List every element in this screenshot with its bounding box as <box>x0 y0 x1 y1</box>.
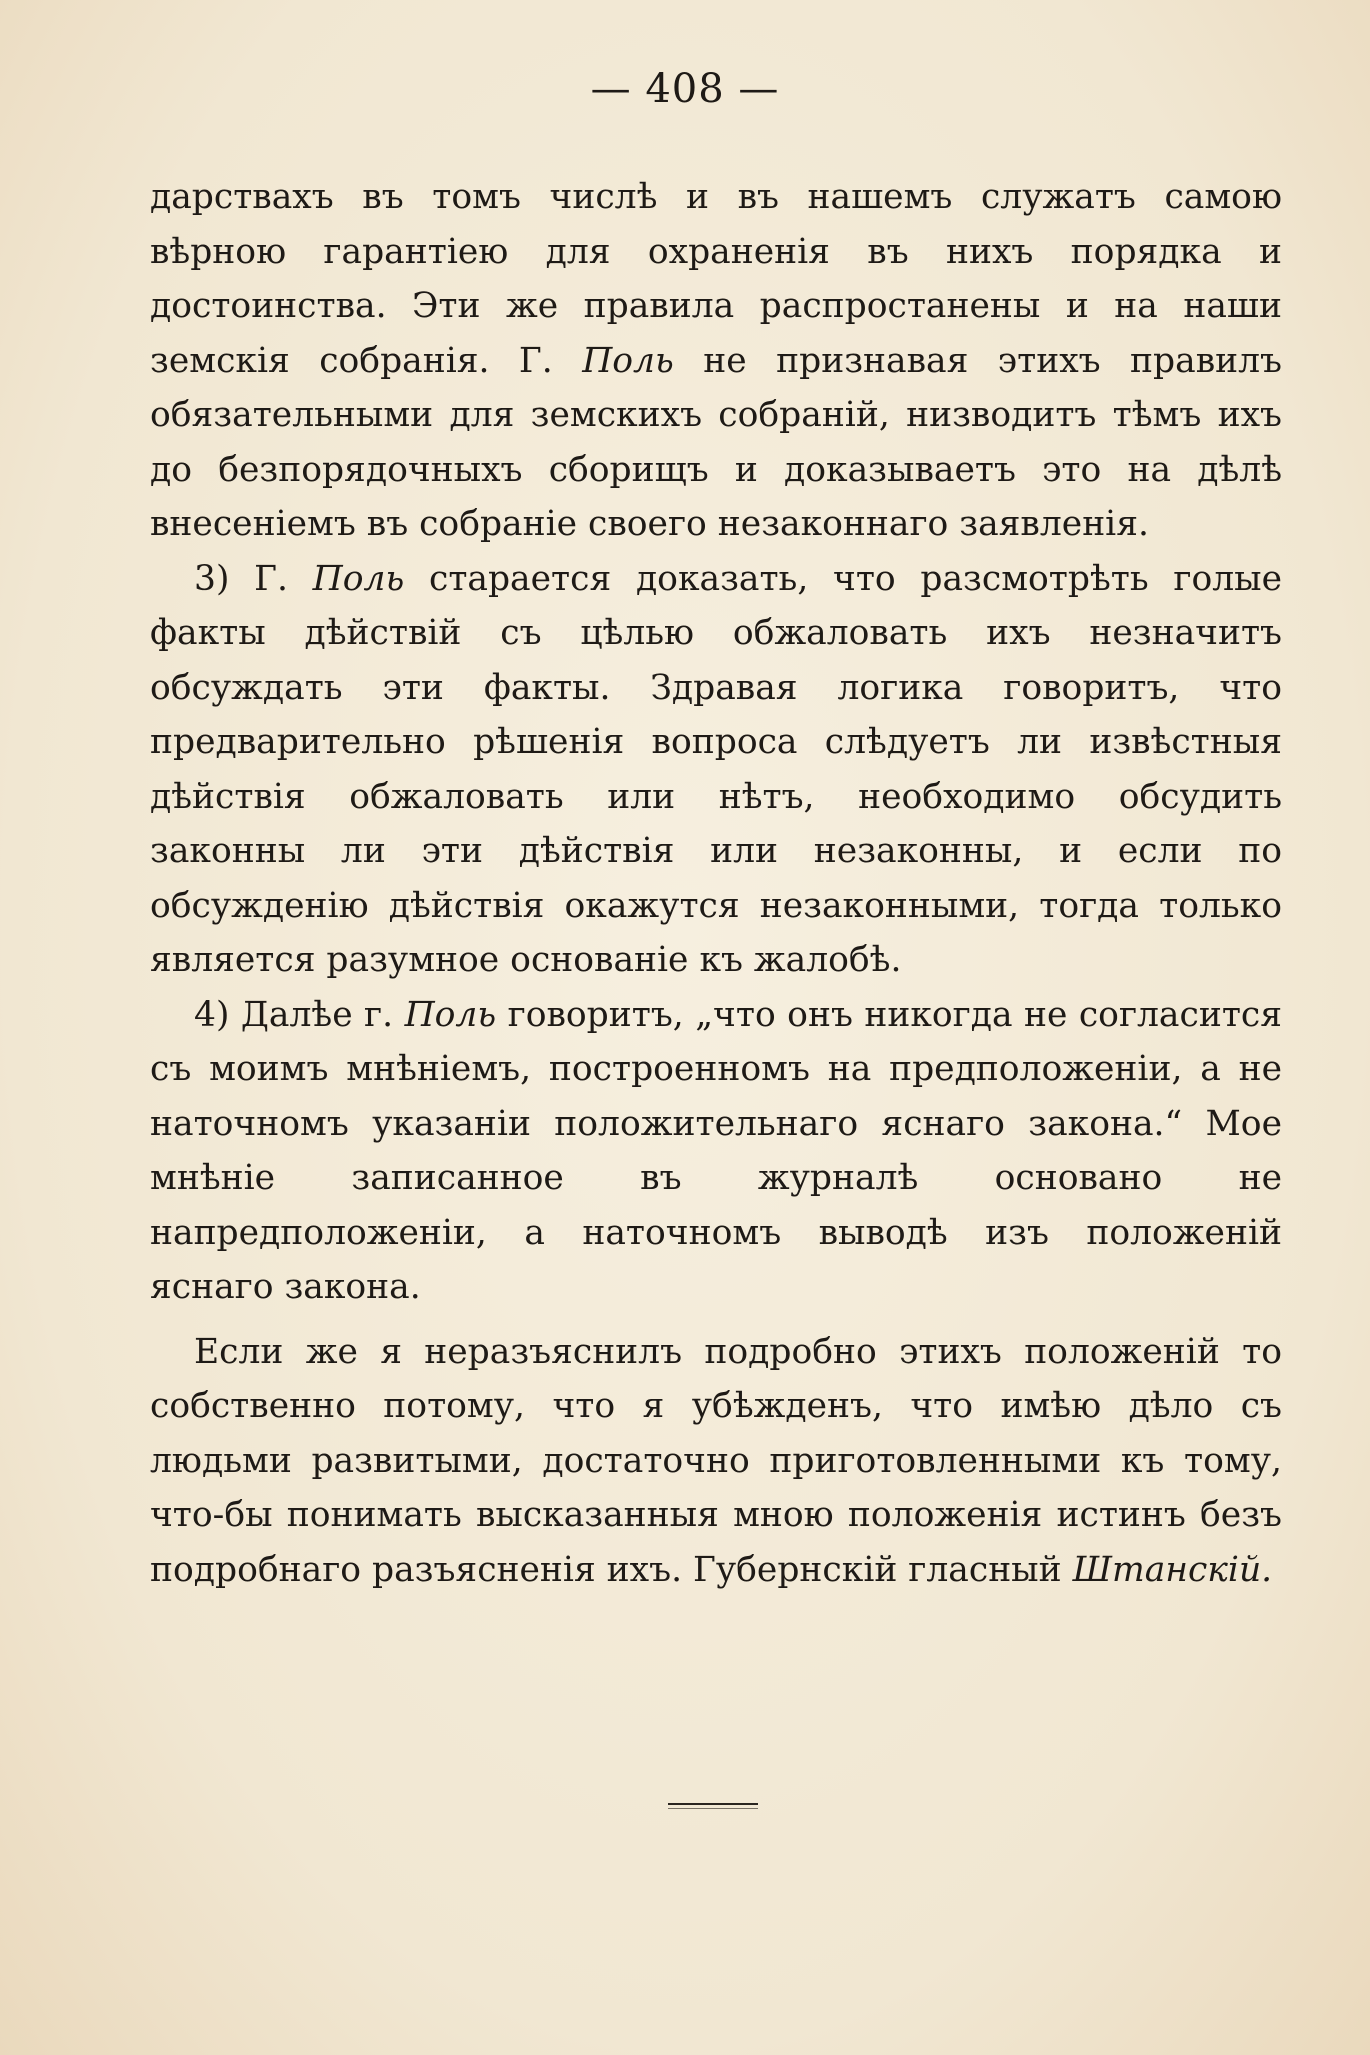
person-name: Поль <box>582 340 674 381</box>
paragraph-point-4 <box>150 988 1282 1315</box>
person-name: Поль <box>312 558 405 599</box>
text-run: дарствахъ въ томъ числѣ и въ нашемъ служатъ самою вѣрною гарантіею для охраненія въ нихъ порядка и достоинства. Эти же правила распростанены и на наши земскія собранія. Г. <box>150 177 1282 381</box>
person-name: Штанскій. <box>1072 1549 1273 1590</box>
text-run: говоритъ, „что онъ никогда не согласится съ моимъ мнѣніемъ, построенномъ на предположеніи, а не наточномъ указаніи положительнаго яснаго закона.“ Мое мнѣніе записанное въ журналѣ основано не напредположеніи, а наточномъ выводѣ изъ положеній яснаго закона. <box>150 994 1282 1307</box>
text-run: 4) Далѣе г. <box>194 994 405 1035</box>
text-run: старается доказать, что разсмотрѣть голые факты дѣйствій съ цѣлью обжаловать ихъ незначитъ обсуждать эти факты. Здравая логика говоритъ, что предварительно рѣшенія вопроса слѣдуетъ ли извѣстныя дѣйствія обжаловать или нѣтъ, необходимо обсудить законны ли эти дѣйствія или незаконны, и если по обсужденію дѣйствія окажутся незаконными, тогда только является разумное основаніе къ жалобѣ. <box>150 558 1283 980</box>
text-run: Если же я неразъяснилъ подробно этихъ положеній то собственно потому, что я убѣжденъ, что имѣю дѣло съ людьми развитыми, достаточно приготовленными къ тому, что-бы понимать высказанныя мною положенія истинъ безъ подробнаго разъясненія ихъ. Губернскій гласный <box>150 1331 1282 1590</box>
person-name: Поль <box>404 994 497 1035</box>
page-number: — 408 — <box>590 66 780 112</box>
paragraph-point-3 <box>150 552 1282 988</box>
text-run: 3) Г. <box>194 558 313 599</box>
closing-rule <box>668 1803 758 1805</box>
paragraph-continuation <box>150 170 1282 552</box>
paragraph-closing-signature <box>150 1325 1282 1598</box>
body-text <box>150 170 1282 1597</box>
text-run: не признавая этихъ правилъ обязательными для земскихъ собраній, низводитъ тѣмъ ихъ до безпорядочныхъ сборищъ и доказываетъ это на дѣлѣ внесеніемъ въ собраніе своего незаконнаго заявленія. <box>150 340 1282 544</box>
